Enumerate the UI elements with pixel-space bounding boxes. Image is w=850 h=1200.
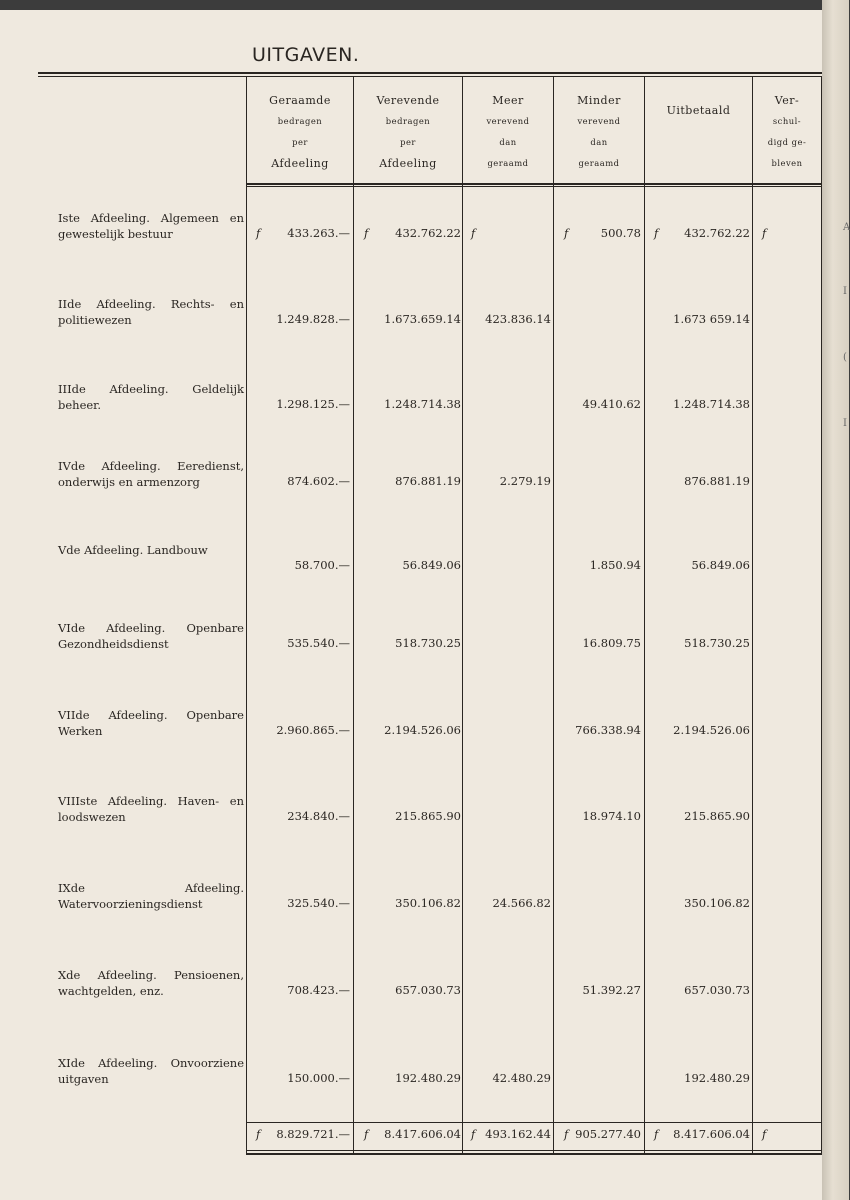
document-page bbox=[0, 10, 822, 1200]
column-header-line: Ver- bbox=[774, 94, 800, 107]
column-header-line: bedragen bbox=[277, 116, 323, 126]
cell-verevend: 432.762.22 bbox=[395, 226, 461, 240]
cell-uitbetaald: 657.030.73 bbox=[684, 983, 750, 997]
cell-geraamd: 874.602.— bbox=[287, 474, 350, 488]
cell-uitbetaald: 215.865.90 bbox=[684, 809, 750, 823]
cell-verevend: 876.881.19 bbox=[395, 474, 461, 488]
cell-geraamd: 325.540.— bbox=[287, 896, 350, 910]
currency-symbol: f bbox=[564, 1127, 569, 1141]
column-header-line: Meer bbox=[492, 94, 524, 107]
cell-verevend: 518.730.25 bbox=[395, 636, 461, 650]
right-border bbox=[821, 76, 822, 1154]
cell-minder: 500.78 bbox=[600, 226, 641, 240]
adjacent-page-glyph: ( bbox=[843, 352, 847, 363]
cell-meer: 24.566.82 bbox=[492, 896, 551, 910]
column-header-line: Uitbetaald bbox=[666, 104, 731, 117]
cell-uitbetaald: 350.106.82 bbox=[684, 896, 750, 910]
cell-verevend: 1.248.714.38 bbox=[384, 397, 461, 411]
cell-geraamd: 1.298.125.— bbox=[276, 397, 350, 411]
currency-symbol: f bbox=[762, 1127, 767, 1141]
cell-verevend: 1.673.659.14 bbox=[384, 312, 461, 326]
row-label: IIIde Afdeeling. Geldelijk beheer. bbox=[58, 382, 244, 412]
page-title: UITGAVEN. bbox=[252, 44, 360, 66]
cell-minder: 766.338.94 bbox=[575, 723, 641, 737]
cell-verevend: 192.480.29 bbox=[395, 1071, 461, 1085]
column-header bbox=[554, 90, 644, 182]
cell-uitbetaald: 518.730.25 bbox=[684, 636, 750, 650]
column-header-line: schul- bbox=[772, 116, 802, 126]
cell-meer: 423.836.14 bbox=[485, 312, 551, 326]
column-header-line: dan bbox=[499, 137, 517, 147]
cell-verevend: 657.030.73 bbox=[395, 983, 461, 997]
column-header-line: per bbox=[400, 137, 416, 147]
adjacent-page-glyph: A bbox=[843, 222, 850, 233]
column-header-line: Geraamde bbox=[269, 94, 331, 107]
column-header bbox=[645, 90, 752, 182]
cell-verevend: 215.865.90 bbox=[395, 809, 461, 823]
column-header-line: geraamd bbox=[578, 158, 620, 168]
row-label: XIde Afdeeling. Onvoorziene uitgaven bbox=[58, 1056, 244, 1086]
cell-uitbetaald: 1.673 659.14 bbox=[673, 312, 750, 326]
cell-minder: 16.809.75 bbox=[582, 636, 641, 650]
column-header bbox=[354, 90, 462, 182]
cell-geraamd: 535.540.— bbox=[287, 636, 350, 650]
column-divider bbox=[752, 76, 753, 1154]
column-header bbox=[247, 90, 353, 182]
cell-verevend: 56.849.06 bbox=[402, 558, 461, 572]
cell-geraamd: 2.960.865.— bbox=[276, 723, 350, 737]
currency-symbol: f bbox=[654, 226, 659, 240]
top-rule-thin bbox=[38, 76, 822, 77]
currency-symbol: f bbox=[762, 226, 767, 240]
row-label: Vde Afdeeling. Landbouw bbox=[58, 543, 208, 557]
total-meer: 493.162.44 bbox=[485, 1127, 551, 1141]
cell-geraamd: 234.840.— bbox=[287, 809, 350, 823]
column-header-line: verevend bbox=[577, 116, 621, 126]
cell-uitbetaald: 1.248.714.38 bbox=[673, 397, 750, 411]
total-verevend: 8.417.606.04 bbox=[384, 1127, 461, 1141]
cell-uitbetaald: 56.849.06 bbox=[691, 558, 750, 572]
row-label: VIIIste Afdeeling. Haven- en loodswezen bbox=[58, 794, 244, 824]
currency-symbol: f bbox=[364, 226, 369, 240]
column-header-line: geraamd bbox=[487, 158, 529, 168]
cell-meer: 2.279.19 bbox=[499, 474, 551, 488]
bottom-rule bbox=[246, 1150, 822, 1151]
cell-meer: 42.480.29 bbox=[492, 1071, 551, 1085]
currency-symbol: f bbox=[654, 1127, 659, 1141]
currency-symbol: f bbox=[564, 226, 569, 240]
currency-symbol: f bbox=[364, 1127, 369, 1141]
cell-minder: 51.392.27 bbox=[582, 983, 641, 997]
cell-uitbetaald: 2.194.526.06 bbox=[673, 723, 750, 737]
row-label: VIIde Afdeeling. Openbare Werken bbox=[58, 708, 244, 738]
total-minder: 905.277.40 bbox=[575, 1127, 641, 1141]
top-rule bbox=[38, 72, 822, 74]
column-header bbox=[753, 90, 821, 182]
cell-geraamd: 58.700.— bbox=[294, 558, 350, 572]
cell-minder: 1.850.94 bbox=[589, 558, 641, 572]
currency-symbol: f bbox=[256, 1127, 261, 1141]
column-header-line: Verevende bbox=[376, 94, 440, 107]
column-header-line: Afdeeling bbox=[379, 157, 437, 170]
cell-uitbetaald: 876.881.19 bbox=[684, 474, 750, 488]
currency-symbol: f bbox=[471, 1127, 476, 1141]
cell-geraamd: 708.423.— bbox=[287, 983, 350, 997]
column-header-line: dan bbox=[590, 137, 608, 147]
column-header-line: per bbox=[292, 137, 308, 147]
cell-uitbetaald: 432.762.22 bbox=[684, 226, 750, 240]
row-label: Iste Afdeeling. Algemeen en gewestelijk bestuur bbox=[58, 211, 244, 241]
total-uitbetaald: 8.417.606.04 bbox=[673, 1127, 750, 1141]
column-header-line: digd ge- bbox=[767, 137, 807, 147]
column-header-line: Minder bbox=[577, 94, 621, 107]
column-header-line: verevend bbox=[486, 116, 530, 126]
column-header-line: Afdeeling bbox=[271, 157, 329, 170]
header-rule-thin bbox=[246, 186, 822, 187]
currency-symbol: f bbox=[256, 226, 261, 240]
header-rule bbox=[246, 183, 822, 185]
adjacent-page-glyph: I bbox=[843, 286, 847, 297]
cell-geraamd: 150.000.— bbox=[287, 1071, 350, 1085]
cell-uitbetaald: 192.480.29 bbox=[684, 1071, 750, 1085]
cell-geraamd: 433.263.— bbox=[287, 226, 350, 240]
row-label: Xde Afdeeling. Pensioenen, wachtgelden, enz. bbox=[58, 968, 244, 998]
adjacent-page-edge bbox=[822, 0, 849, 1200]
cell-geraamd: 1.249.828.— bbox=[276, 312, 350, 326]
column-header-line: bedragen bbox=[385, 116, 431, 126]
currency-symbol: f bbox=[471, 226, 476, 240]
cell-minder: 49.410.62 bbox=[582, 397, 641, 411]
total-geraamd: 8.829.721.— bbox=[276, 1127, 350, 1141]
cell-minder: 18.974.10 bbox=[582, 809, 641, 823]
row-label: IXde Afdeeling. Watervoorzieningsdienst bbox=[58, 881, 244, 911]
column-header bbox=[463, 90, 553, 182]
row-label: VIde Afdeeling. Openbare Gezondheidsdienst bbox=[58, 621, 244, 651]
adjacent-page-glyph: I bbox=[843, 418, 847, 429]
cell-verevend: 2.194.526.06 bbox=[384, 723, 461, 737]
column-divider bbox=[462, 76, 463, 1154]
column-header-line: bleven bbox=[771, 158, 803, 168]
cell-verevend: 350.106.82 bbox=[395, 896, 461, 910]
row-label: IVde Afdeeling. Eeredienst, onderwijs en armenzorg bbox=[58, 459, 244, 489]
total-rule bbox=[246, 1122, 822, 1123]
row-label: IIde Afdeeling. Rechts- en politiewezen bbox=[58, 297, 244, 327]
bottom-rule-thick bbox=[246, 1153, 822, 1155]
